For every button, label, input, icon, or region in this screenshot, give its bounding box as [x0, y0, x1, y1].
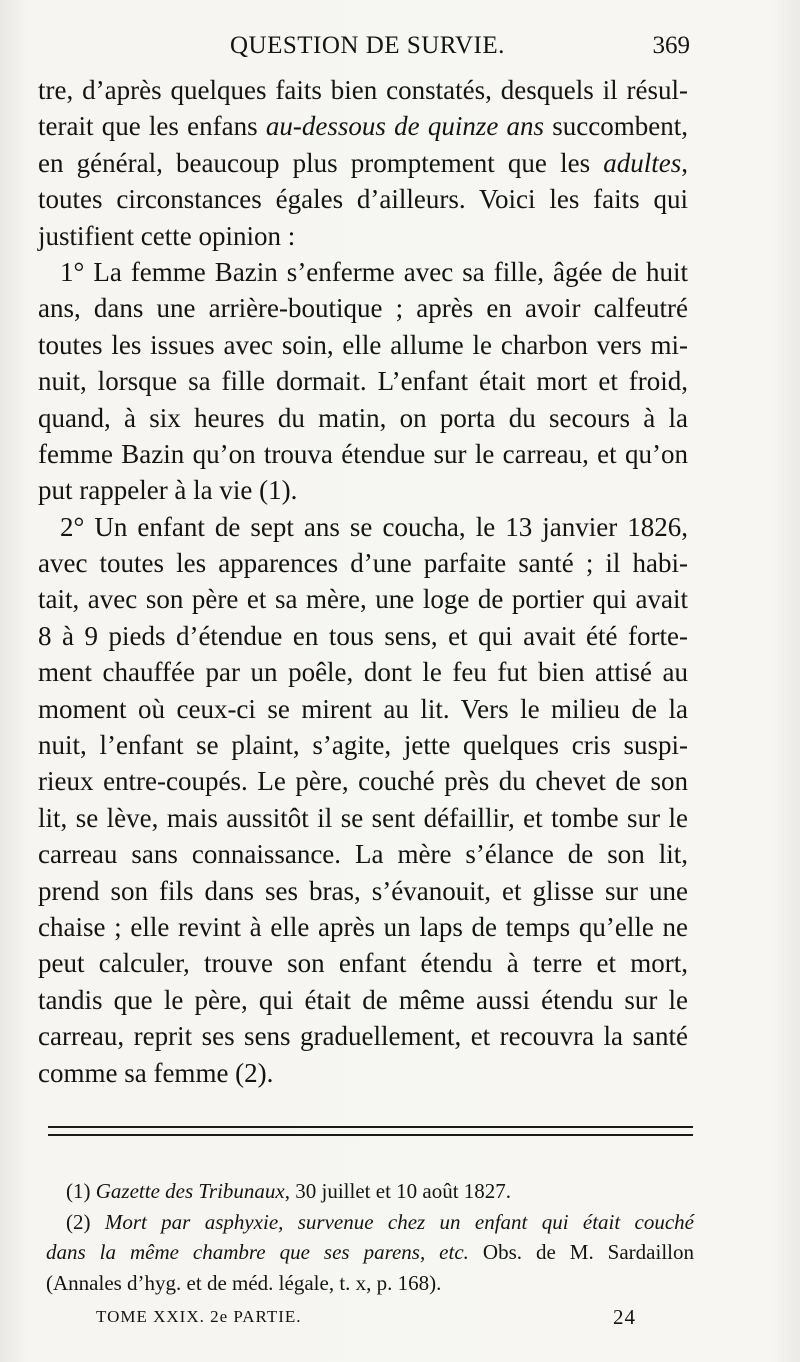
running-head [40, 32, 690, 68]
text-line: lit, se lève, mais aussitôt il se sent défaillir, et tombe sur le [38, 802, 688, 833]
text-line: prend son fils dans ses bras, s’évanouit, et glisse sur une [38, 875, 688, 906]
running-title: QUESTION DE SURVIE. [230, 32, 505, 59]
text-line: comme sa femme (2). [38, 1057, 274, 1088]
printer-signature: TOME XXIX. 2e PARTIE. [96, 1307, 302, 1326]
text-line: 1° La femme Bazin s’enferme avec sa fille, âgée de huit [60, 256, 688, 287]
italic-phrase: au-dessous de quinze ans [265, 111, 545, 142]
footnote-title: Mort par asphyxie, survenue chez un enfant qui était couché [104, 1209, 695, 1234]
text-line: tre, d’après quelques faits bien constatés, desquels il résul- [38, 75, 688, 105]
text-line: tandis que le père, qui était de même aussi étendu sur le [38, 984, 688, 1015]
italic-word: adultes [603, 147, 682, 178]
text-line [38, 145, 688, 181]
text-fragment: terait que les enfans [38, 111, 266, 142]
text-line: justifient cette opinion : [38, 220, 296, 251]
text-line: ment chauffée par un poêle, dont le feu fut bien attisé au [38, 657, 688, 688]
text-line: moment où ceux-ci se mirent au lit. Vers le milieu de la [38, 693, 688, 724]
footnote-2 [46, 1207, 694, 1238]
text-line: ans, dans une arrière-boutique ; après en avoir calfeutré [38, 293, 688, 324]
text-fragment: , [681, 147, 688, 178]
text-line: carreau, reprit ses sens graduellement, et recouvra la santé [38, 1021, 688, 1052]
footnote-marker: (2) [66, 1209, 91, 1234]
footnote-text: Obs. de M. Sardaillon [468, 1240, 695, 1264]
footnote-2-cont: (Annales d’hyg. et de méd. légale, t. x, p. 168). [46, 1270, 442, 1295]
text-fragment: succombent, [544, 111, 689, 142]
page-number: 369 [652, 32, 690, 59]
text-line [38, 108, 688, 144]
footnote-text: , 30 juillet et 10 août 1827. [284, 1179, 512, 1203]
footnote-source: Gazette des Tribunaux [95, 1179, 285, 1203]
footnotes [46, 1176, 694, 1298]
footnote-title: dans la même chambre que ses parens, etc. [46, 1240, 469, 1264]
text-line: quand, à six heures du matin, on porta du secours à la [38, 402, 688, 433]
text-line: peut calculer, trouve son enfant étendu à terre et mort, [38, 948, 688, 979]
footnote-marker: (1) [66, 1179, 91, 1203]
text-line: tait, avec son père et sa mère, une loge de portier qui avait [38, 584, 688, 615]
text-line: rieux entre-coupés. Le père, couché près du chevet de son [38, 766, 688, 797]
signature-line [96, 1307, 636, 1333]
footnote-1 [46, 1176, 694, 1207]
text-line: 2° Un enfant de sept ans se coucha, le 13 janvier 1826, [60, 511, 688, 542]
text-line: nuit, lorsque sa fille dormait. L’enfant était mort et froid, [38, 366, 688, 397]
text-line: toutes les issues avec soin, elle allume le charbon vers mi- [38, 329, 688, 360]
footnote-divider [48, 1126, 693, 1136]
text-line: chaise ; elle revint à elle après un laps de temps qu’elle ne [38, 911, 688, 942]
text-line: put rappeler à la vie (1). [38, 475, 298, 506]
footnote-2-cont [46, 1237, 694, 1268]
text-line: carreau sans connaissance. La mère s’élance de son lit, [38, 839, 688, 870]
text-line: 8 à 9 pieds d’étendue en tous sens, et qui avait été forte- [38, 620, 688, 651]
text-line: avec toutes les apparences d’une parfaite santé ; il habi- [38, 548, 688, 579]
text-line: toutes circonstances égales d’ailleurs. Voici les faits qui [38, 184, 688, 215]
text-fragment: en général, beaucoup plus promptement que les [38, 147, 604, 178]
text-line: femme Bazin qu’on trouva étendue sur le carreau, et qu’on [38, 438, 688, 469]
body-text [38, 72, 688, 1091]
sheet-number: 24 [613, 1305, 636, 1329]
text-line: nuit, l’enfant se plaint, s’agite, jette quelques cris suspi- [38, 730, 688, 761]
